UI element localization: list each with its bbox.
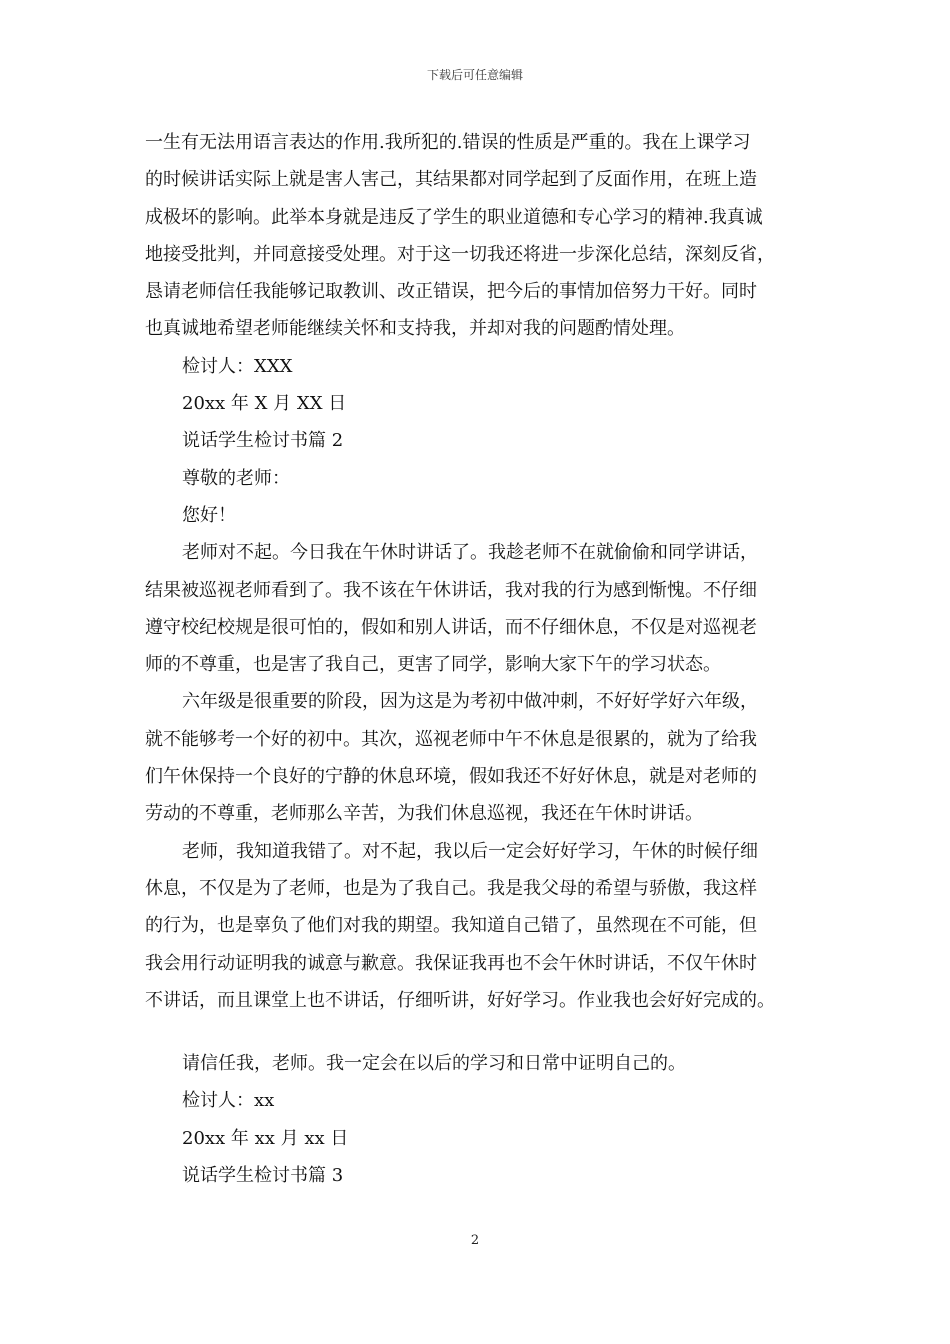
signature-date-1: 20xx 年 X 月 XX 日 (182, 393, 347, 415)
paragraph-line: 地接受批判，并同意接受处理。对于这一切我还将进一步深化总结，深刻反省， (145, 243, 775, 265)
paragraph-line: 成极坏的影响。此举本身就是违反了学生的职业道德和专心学习的精神.我真诚 (145, 206, 763, 228)
paragraph-line: 不讲话，而且课堂上也不讲话，仔细听讲，好好学习。作业我也会好好完成的。 (145, 989, 775, 1011)
paragraph-line: 一生有无法用语言表达的作用.我所犯的.错误的性质是严重的。我在上课学习 (145, 132, 751, 153)
paragraph-line: 老师，我知道我错了。对不起，我以后一定会好好学习，午休的时候仔细 (182, 840, 758, 862)
paragraph-line: 休息，不仅是为了老师，也是为了我自己。我是我父母的希望与骄傲，我这样 (145, 877, 757, 899)
paragraph-line: 师的不尊重，也是害了我自己，更害了同学，影响大家下午的学习状态。 (145, 654, 721, 676)
signature-date-2: 20xx 年 xx 月 xx 日 (182, 1127, 349, 1149)
page-number: 2 (470, 1233, 480, 1248)
salutation: 尊敬的老师： (182, 467, 290, 489)
closing-line: 请信任我，老师。我一定会在以后的学习和日常中证明自己的。 (182, 1053, 686, 1075)
paragraph-line: 的行为，也是辜负了他们对我的期望。我知道自己错了，虽然现在不可能，但 (145, 915, 757, 937)
signature-reviewer-1: 检讨人：XXX (182, 355, 293, 377)
section-2-title: 说话学生检讨书篇 2 (182, 430, 344, 452)
paragraph-line: 就不能够考一个好的初中。其次，巡视老师中午不休息是很累的，就为了给我 (145, 728, 757, 750)
paragraph-line: 也真诚地希望老师能继续关怀和支持我，并却对我的问题酌情处理。 (145, 318, 685, 340)
paragraph-line: 遵守校纪校规是很可怕的，假如和别人讲话，而不仔细休息，不仅是对巡视老 (145, 616, 757, 638)
paragraph-line: 结果被巡视老师看到了。我不该在午休讲话，我对我的行为感到惭愧。不仔细 (145, 579, 757, 601)
paragraph-line: 我会用行动证明我的诚意与歉意。我保证我再也不会午休时讲话，不仅午休时 (145, 952, 757, 974)
paragraph-2c (145, 833, 825, 1019)
paragraph-1 (145, 124, 825, 348)
paragraph-2b (145, 683, 825, 832)
paragraph-line: 劳动的不尊重，老师那么辛苦，为我们休息巡视，我还在午休时讲话。 (145, 803, 703, 825)
paragraph-line: 恳请老师信任我能够记取教训、改正错误，把今后的事情加倍努力干好。同时 (145, 281, 757, 303)
section-3-title: 说话学生检讨书篇 3 (182, 1165, 344, 1187)
page-header-note: 下载后可任意编辑 (426, 68, 523, 82)
signature-reviewer-2: 检讨人：xx (182, 1090, 275, 1112)
paragraph-line: 老师对不起。今日我在午休时讲话了。我趁老师不在就偷偷和同学讲话， (182, 542, 758, 564)
paragraph-line: 六年级是很重要的阶段，因为这是为考初中做冲刺，不好好学好六年级， (182, 691, 758, 713)
paragraph-2a (145, 534, 825, 683)
paragraph-line: 们午休保持一个良好的宁静的休息环境，假如我还不好好休息，就是对老师的 (145, 766, 757, 788)
document-body (145, 124, 825, 1194)
paragraph-line: 的时候讲话实际上就是害人害己，其结果都对同学起到了反面作用，在班上造 (145, 169, 757, 191)
greeting: 您好！ (182, 504, 236, 526)
